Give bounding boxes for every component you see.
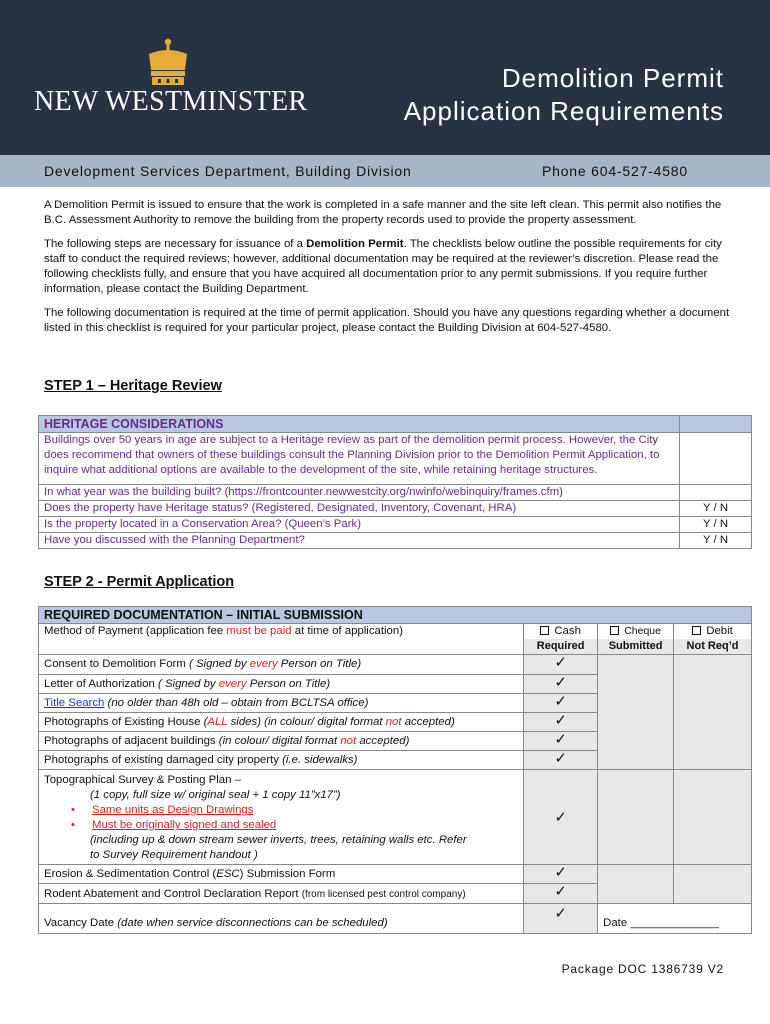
department-phone: Phone 604-527-4580 bbox=[542, 163, 688, 179]
bullet-icon: • bbox=[71, 819, 75, 831]
required-check: ✓ bbox=[524, 751, 598, 770]
crown-logo-icon bbox=[146, 38, 190, 86]
logo-text: NEW WESTMINSTER bbox=[34, 86, 308, 117]
doc-topographical-survey: Topographical Survey & Posting Plan – (1 copy, full size w/ original seal + 1 copy 11”x17”) • Same units as Design Drawings • Must be originally signed and sealed (including up & down stream sewer inverts, trees, retaining walls etc. Refer to Survey Requirement handout ) bbox=[39, 770, 524, 865]
required-check: ✓ bbox=[524, 713, 598, 732]
step-2-heading: STEP 2 - Permit Application bbox=[44, 574, 235, 590]
checkbox-icon bbox=[692, 626, 701, 635]
heritage-description: Buildings over 50 years in age are subject to a Heritage review as part of the demolition permit process. However, the City does recommend that owners of these buildings consult the Planning Division prior to the Demolition Permit Application, to inquire what additional options are available to the development of the site, while retaining heritage structures. bbox=[39, 433, 680, 485]
department-name: Development Services Department, Building Division bbox=[44, 163, 412, 179]
doc-photos-house: Photographs of Existing House (ALL sides) (in colour/ digital format not accepted) bbox=[39, 713, 524, 732]
checkbox-icon bbox=[540, 626, 549, 635]
heritage-question-status: Does the property have Heritage status? (Registered, Designated, Inventory, Covenant, HRA) bbox=[39, 501, 680, 517]
payment-cheque-option[interactable]: Cheque bbox=[598, 624, 674, 640]
heritage-question-planning: Have you discussed with the Planning Department? bbox=[39, 533, 680, 549]
payment-cash-option[interactable]: Cash bbox=[524, 624, 598, 640]
column-submitted: Submitted bbox=[598, 639, 674, 655]
doc-photos-city-property: Photographs of existing damaged city property (i.e. sidewalks) bbox=[39, 751, 524, 770]
not-required-cell[interactable] bbox=[674, 655, 752, 770]
heritage-answer-planning[interactable]: Y / N bbox=[680, 533, 752, 549]
department-bar bbox=[0, 155, 770, 187]
required-docs-table bbox=[38, 606, 752, 934]
page-title: Demolition Permit Application Requirements bbox=[403, 63, 724, 126]
column-required: Required bbox=[524, 639, 598, 655]
doc-vacancy-date: Vacancy Date (date when service disconnections can be scheduled) bbox=[39, 904, 524, 934]
intro-paragraph-1: A Demolition Permit is issued to ensure that the work is completed in a safe manner and the site left clean. This permit also notifies the B.C. Assessment Authority to remove the building from the property records used to provide the property assessment. bbox=[44, 199, 722, 226]
doc-photos-adjacent: Photographs of adjacent buildings (in colour/ digital format not accepted) bbox=[39, 732, 524, 751]
required-check: ✓ bbox=[524, 675, 598, 694]
doc-consent-form: Consent to Demolition Form ( Signed by every Person on Title) bbox=[39, 655, 524, 675]
title-search-link[interactable]: Title Search bbox=[44, 697, 105, 709]
heritage-answer-status[interactable]: Y / N bbox=[680, 501, 752, 517]
intro-paragraph-3: The following documentation is required at the time of permit application. Should you have any questions regarding whether a document listed in this checklist is required for your particular project, please contact the Building Division at 604-527-4580. bbox=[44, 307, 730, 334]
step-1-heading: STEP 1 – Heritage Review bbox=[44, 378, 222, 394]
doc-letter-authorization: Letter of Authorization ( Signed by every Person on Title) bbox=[39, 675, 524, 694]
required-check: ✓ bbox=[524, 904, 598, 934]
submitted-cell[interactable] bbox=[598, 655, 674, 770]
page-header bbox=[0, 0, 770, 155]
not-required-cell[interactable] bbox=[674, 865, 752, 904]
vacancy-date-field[interactable]: Date ______________ bbox=[598, 904, 752, 934]
doc-title-search: Title Search (no older than 48h old – obtain from BCLTSA office) bbox=[39, 694, 524, 713]
required-check: ✓ bbox=[524, 884, 598, 904]
checkbox-icon bbox=[610, 626, 619, 635]
heritage-table-header: HERITAGE CONSIDERATIONS bbox=[39, 416, 680, 433]
doc-erosion-control: Erosion & Sedimentation Control (ESC) Submission Form bbox=[39, 865, 524, 884]
heritage-question-conservation: Is the property located in a Conservation Area? (Queen’s Park) bbox=[39, 517, 680, 533]
heritage-question-year: In what year was the building built? (https://frontcounter.newwestcity.org/nwinfo/webinquiry/frames.cfm) bbox=[39, 485, 680, 501]
required-check: ✓ bbox=[524, 655, 598, 675]
required-check: ✓ bbox=[524, 732, 598, 751]
required-docs-header: REQUIRED DOCUMENTATION – INITIAL SUBMISSION bbox=[39, 607, 752, 624]
payment-debit-option[interactable]: Debit bbox=[674, 624, 752, 640]
required-check: ✓ bbox=[524, 694, 598, 713]
bullet-icon: • bbox=[71, 804, 75, 816]
heritage-answer-year[interactable] bbox=[680, 485, 752, 501]
column-not-required: Not Req’d bbox=[674, 639, 752, 655]
not-required-cell[interactable] bbox=[674, 770, 752, 865]
doc-rodent-abatement: Rodent Abatement and Control Declaration Report (from licensed pest control company) bbox=[39, 884, 524, 904]
intro-paragraph-2: The following steps are necessary for issuance of a Demolition Permit. The checklists below outline the possible requirements for city staff to conduct the required reviews; however, additional documentation may be required at the reviewer’s discretion. Please read the following checklists fully, and ensure that you have acquired all documentation prior to any permit submissions. If you require further information, please contact the Building Department. bbox=[44, 238, 722, 295]
required-check: ✓ bbox=[524, 865, 598, 884]
heritage-answer-conservation[interactable]: Y / N bbox=[680, 517, 752, 533]
payment-method-label: Method of Payment (application fee must be paid at time of application) bbox=[39, 624, 524, 655]
required-check: ✓ bbox=[524, 770, 598, 865]
intro-text bbox=[44, 198, 734, 345]
submitted-cell[interactable] bbox=[598, 770, 674, 865]
document-number: Package DOC 1386739 V2 bbox=[561, 962, 724, 976]
heritage-table bbox=[38, 415, 752, 549]
submitted-cell[interactable] bbox=[598, 865, 674, 904]
